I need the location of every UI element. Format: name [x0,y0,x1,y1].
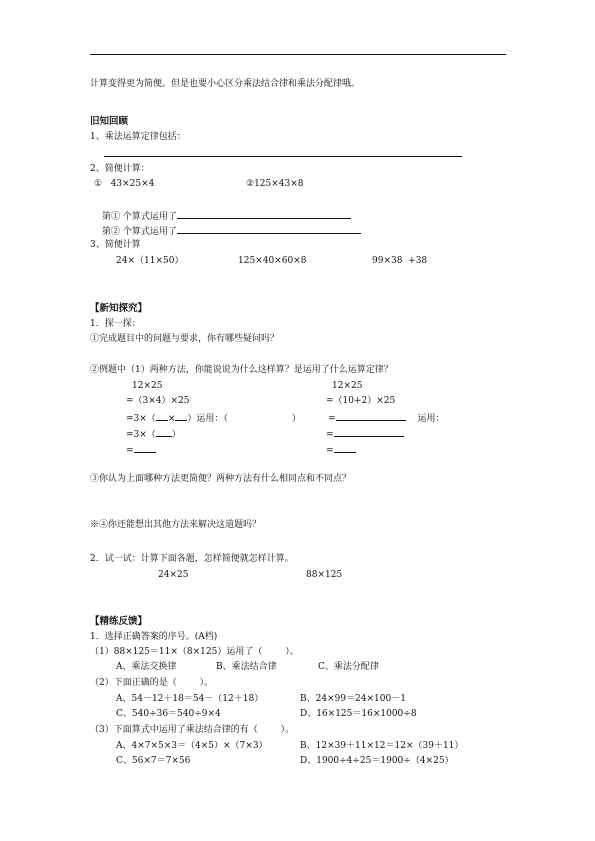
right-line-4 [326,427,404,441]
left-line-3-d: ） [291,414,301,424]
practice-s3-a: A、4×7×5×3＝（4×5）×（7×3） [116,741,268,751]
intro-text: 计算变得更为简便。但是也要小心区分乘法结合律和乘法分配律哦。 [90,79,361,89]
review-q3: 3、简便计算 [90,240,141,250]
right-blank-2[interactable] [334,427,404,437]
review-q2: 2、简便计算： [90,164,150,174]
right-line-5-a: = [326,446,334,456]
left-line-3-a: =3×（ [126,414,156,424]
review-q2-used1 [102,209,351,223]
right-line-4-a: = [326,430,334,440]
right-line-3 [328,411,445,425]
left-blank-2[interactable] [175,411,187,421]
review-q1: 1、乘法运算定律包括： [90,132,186,142]
practice-heading: 【精练反馈】 [90,616,148,627]
left-blank-1[interactable] [156,411,168,421]
practice-s1-b: B、乘法结合律 [216,662,277,672]
left-line-2: =（3×4）×25 [126,396,190,406]
review-q2-used2 [102,224,361,238]
explore-p2: 2．试一试：计算下面各题，怎样简便就怎样计算。 [90,554,294,564]
right-line-3-b: 运用： [417,414,445,424]
practice-s2-a: A、54－12＋18＝54－（12＋18） [116,694,264,704]
review-q2-used1-label: 第① 个算式运用了 [102,212,177,222]
practice-s1-a: A、乘法交换律 [116,662,177,672]
practice-s3: （3）下面算式中运用了乘法结合律的有（ ）。 [90,725,295,735]
practice-s2: （2）下面正确的是（ ）。 [90,678,214,688]
left-line-3-c: ）运用：（ [187,414,228,424]
practice-s1-c: C、乘法分配律 [318,662,379,672]
practice-s1: （1）88×125＝11×（8×125）运用了（ ）。 [90,647,299,657]
header-rule [90,54,506,55]
review-q2-used2-label: 第② 个算式运用了 [102,227,177,237]
review-q2-expr-a: ① 43×25×4 [94,179,155,189]
left-blank-3[interactable] [156,427,172,437]
review-q2-expr-b: ②125×43×8 [246,179,304,189]
right-line-1: 12×25 [332,381,363,391]
left-line-3 [126,411,301,425]
explore-p1-3: ③你认为上面哪种方法更简便？两种方法有什么相同点和不同点？ [90,474,352,484]
practice-s2-d: D、16×125＝16×1000÷8 [300,709,417,719]
right-line-5 [326,443,356,457]
left-blank-4[interactable] [134,443,156,453]
left-line-4 [126,427,181,441]
review-q3-expr-a: 24×（11×50） [116,256,184,266]
practice-s3-b: B、12×39＋11×12＝12×（39＋11） [300,741,464,751]
review-q2-used2-blank[interactable] [177,224,361,234]
right-line-3-a: = [328,414,336,424]
right-line-2: =（10+2）×25 [326,396,396,406]
review-q3-expr-b: 125×40×60×8 [238,256,307,266]
practice-s3-d: D、1900÷4÷25＝1900÷（4×25） [300,756,454,766]
explore-p2-expr-a: 24×25 [158,570,189,580]
right-blank-3[interactable] [334,443,356,453]
practice-s2-b: B、24×99＝24×100－1 [300,694,406,704]
explore-heading: 【新知探究】 [90,303,148,314]
explore-p1-2: ②例题中（1）两种方法，你能说说为什么这样算？是运用了什么运算定律？ [90,365,393,375]
left-line-4-a: =3×（ [126,430,156,440]
review-q2-used1-blank[interactable] [177,209,351,219]
explore-p1: 1．探一探： [90,319,141,329]
left-line-5 [126,443,156,457]
practice-s3-c: C、56×7＝7×56 [116,756,191,766]
review-q1-answer-line[interactable] [104,156,462,157]
practice-s2-c: C、540÷36＝540÷9×4 [116,709,221,719]
left-line-3-b: × [167,414,176,424]
explore-p2-expr-b: 88×125 [306,570,343,580]
left-line-5-a: = [126,446,134,456]
explore-p1-1: ①完成题目中的问题与要求，你有哪些疑问吗？ [90,334,280,344]
practice-q1: 1．选择正确答案的序号。(A档) [90,632,218,642]
explore-p1-4: ※④你还能想出其他方法来解决这道题吗？ [90,520,262,530]
left-line-1: 12×25 [132,381,163,391]
review-heading: 旧知回顾 [90,116,129,127]
right-blank-1[interactable] [336,411,406,421]
review-q3-expr-c: 99×38 +38 [372,256,428,266]
left-line-4-b: ） [171,430,181,440]
